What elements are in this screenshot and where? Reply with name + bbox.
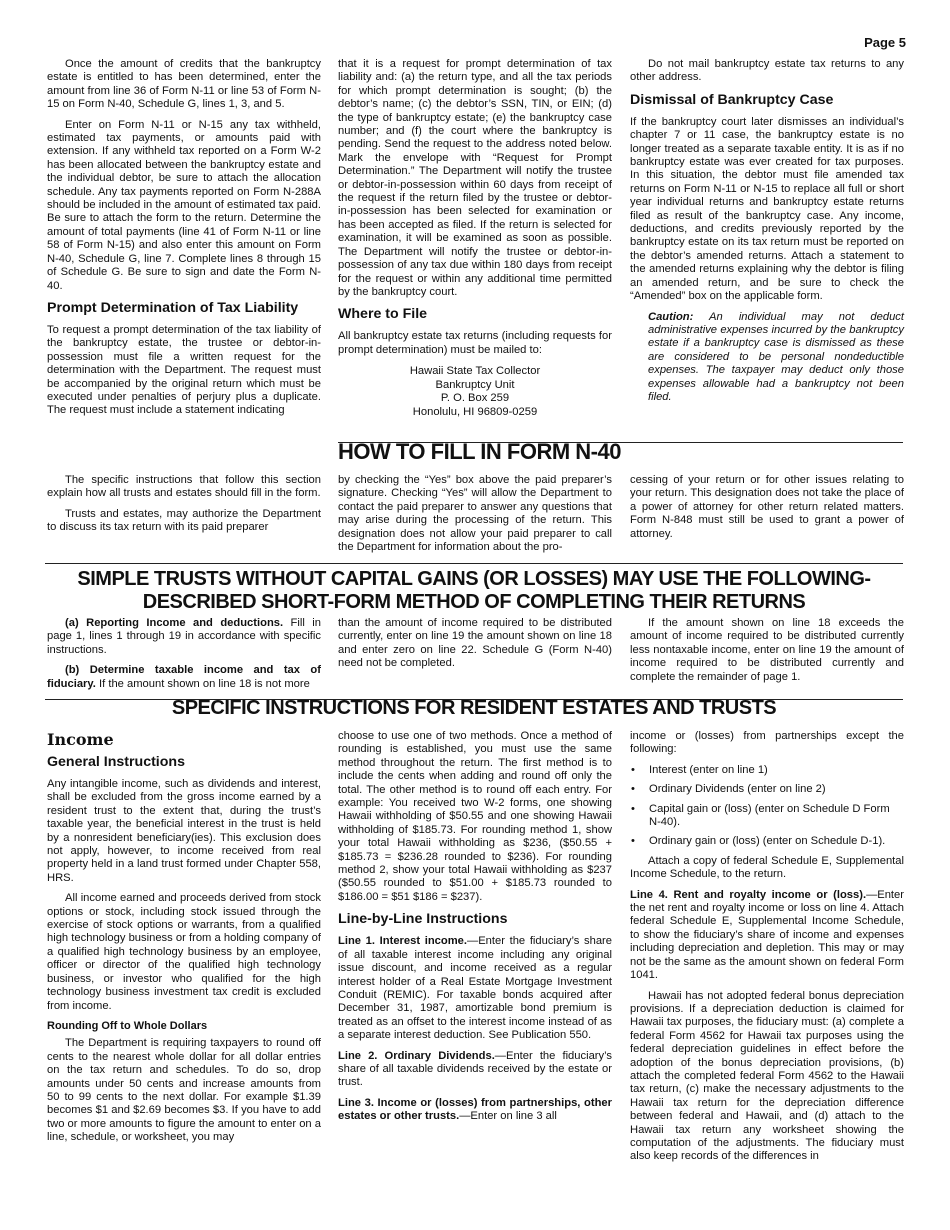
line-label: Line 4. Rent and royalty income or (loss). — [630, 888, 867, 901]
line-text: —Enter the net rent and royalty income or loss on line 4. Attach federal Schedule E, Supplemental Income Schedule, to show the fiduciary’s share of income and expenses including depreciation and depletion. This may or may not be the same as the amount shown on federal Form 1041. — [630, 888, 904, 982]
address-line: Honolulu, HI 96809-0259 — [412, 405, 538, 418]
paragraph: Do not mail bankruptcy estate tax returns to any other address. — [630, 58, 904, 84]
paragraph: If the bankruptcy court later dismisses an individual’s chapter 7 or 11 case, the bankruptcy estate is no longer treated as a separate taxable entity. It is as if no bankruptcy estate was ever created for tax purposes. In this situation, the debtor must file amended tax returns on Form N-11 or N-15 to replace all full or short year individual returns and bankruptcy estate returns filed as result of the bankruptcy case. Any income, deductions, and credits previously reported by the bankruptcy estate on its tax return must be reported on the debtor’s amended returns. Attach a statement to the amended returns explaining why the debtor is filing an amended return, and be sure to check the “Amended” box on the applicable form. — [630, 115, 904, 303]
mailing-address — [338, 365, 612, 419]
paragraph: To request a prompt determination of the tax liability of the bankruptcy estate, the trustee or debtor-in-possession must file a written request for the determination with the Department. The request must be accompanied by the original return which must be executed under penalties of perjury plus a duplicate. The request must include a statement indicating — [47, 323, 321, 417]
caution-label: Caution: — [648, 310, 694, 323]
simple-column-3 — [630, 617, 904, 691]
paragraph: Hawaii has not adopted federal bonus depreciation provisions. If a depreciation deduction is claimed for Hawaii tax purposes, the fiduciary must: (a) complete a federal Form 4562 for Hawaii tax purposes using the federal depreciation guidelines in effect before the adoption of the bonus depreciation provisions, (b) attach the completed federal Form 4562 to the Hawaii tax return, (c) make the necessary adjustments to the Hawaii tax return for the depreciation difference between federal and Hawaii, and (d) attach to the Hawaii tax return any worksheet showing the computation of the adjustments. The fiduciary must also keep records of the differences in — [630, 989, 904, 1163]
heading-specific-instructions: SPECIFIC INSTRUCTIONS FOR RESIDENT ESTATES AND TRUSTS — [171, 697, 777, 719]
paragraph: choose to use one of two methods. Once a method of rounding is established, you must use the same method throughout the return. The first method is to include the cents when adding and round off only the total. The other method is to round off each entry. For example: You received two W-2 forms, one showing Hawaii withholding of $50.55 and one showing Hawaii withholding of $185.73. For rounding method 1, show your total Hawaii withholding as $236, ($50.55 + $185.73 = $236.28 rounded to $236). For rounding method 2, show your total Hawaii withholding as $237 ($50.55 rounded to $51.00 + $185.73 rounded to $186.00 = $51 $186 = $237). — [338, 730, 612, 903]
caution-note — [648, 311, 904, 405]
top-column-3 — [630, 58, 904, 411]
heading-line-by-line: Line-by-Line Instructions — [338, 911, 508, 928]
n40-column-1 — [47, 474, 321, 542]
heading-prompt-determination: Prompt Determination of Tax Liability — [47, 299, 299, 316]
specific-column-1 — [47, 730, 321, 1152]
paragraph: that it is a request for prompt determination of tax liability and: (a) the return type, and all the tax periods for which prompt determination is sought; (b) the debtor’s name; (c) the debtor’s SSN, TIN, or EIN; (d) the type of bankruptcy estate; (e) the bankruptcy case number; and (f) the court where the bankruptcy is pending. Send the request to the address noted below. Mark the envelope with “Request for Prompt Determination.” The Department will notify the trustee or debtor-in-possession within 60 days from receipt of the request if the return filed by the trustee or debtor-in-possession has been selected for examination or has been accepted as filed. If the return is selected for examination, it will be examined as soon as possible. The Department will notify the trustee or debtor-in-possession of any tax due within 180 days from receipt for the request or within any additional time permitted by the bankruptcy court. — [338, 58, 612, 298]
list-item: • Ordinary gain or (loss) (enter on Schedule D-1). — [630, 835, 904, 848]
list-item: • Ordinary Dividends (enter on line 2) — [630, 783, 904, 796]
top-column-2 — [338, 58, 612, 419]
item-text: If the amount shown on line 18 is not more — [95, 677, 310, 690]
paragraph: Once the amount of credits that the bankruptcy estate is entitled to has been determined, enter the amount from line 36 of Form N-11 or line 53 of Form N-15 on Form N-40, Schedule G, lines 1, 3, and 5. — [47, 58, 321, 111]
heading-income: Income — [47, 730, 114, 749]
specific-column-3 — [630, 730, 904, 1171]
bullet-list — [630, 764, 904, 849]
line-label: Line 3. Income or (losses) from partnerships, other estates or other trusts. — [338, 1096, 612, 1123]
paragraph: by checking the “Yes” box above the paid preparer’s signature. Checking “Yes” will allow the Department to contact the paid preparer to answer any questions that may arise during the processing of the return. This designation does not allow your paid preparer to call the Department for information about the pro- — [338, 474, 612, 554]
heading-simple-trusts — [45, 568, 903, 614]
line-label: Line 1. Interest income. — [338, 935, 468, 948]
n40-column-2 — [338, 474, 612, 561]
specific-column-2 — [338, 730, 612, 1131]
item-label: (a) Reporting Income and deductions. — [65, 617, 284, 629]
simple-column-2 — [338, 617, 612, 678]
page-number: Page 5 — [864, 35, 906, 50]
heading-dismissal: Dismissal of Bankruptcy Case — [630, 91, 834, 108]
paragraph — [338, 935, 612, 1042]
paragraph — [338, 1050, 612, 1090]
list-item: • Interest (enter on line 1) — [630, 764, 904, 777]
paragraph — [630, 889, 904, 983]
top-column-1 — [47, 58, 321, 425]
line-text: —Enter the fiduciary’s share of all taxable interest income including any original issue discount, and income received as a regular interest holder of a Real Estate Mortgage Investment Conduit (REMIC). For taxable bonds acquired after December 31, 1987, amortizable bond premium is treated as an offset to the interest income instead of as a separate interest deduction. See Publication 550. — [338, 935, 613, 1042]
line-label: Line 2. Ordinary Dividends. — [338, 1049, 495, 1062]
paragraph: Trusts and estates, may authorize the Department to discuss its tax return with its paid preparer — [47, 507, 321, 534]
heading-where-to-file: Where to File — [338, 306, 428, 323]
paragraph: than the amount of income required to be distributed currently, enter on line 19 the amount shown on line 18 and enter zero on line 22. Schedule G (Form N-40) need not be completed. — [338, 617, 612, 670]
address-line: Hawaii State Tax Collector — [409, 365, 541, 378]
divider — [45, 563, 903, 564]
list-item: • Capital gain or (loss) (enter on Schedule D Form N-40). — [630, 803, 904, 830]
address-line: Bankruptcy Unit — [435, 378, 515, 391]
simple-column-1 — [47, 617, 321, 698]
n40-column-3 — [630, 474, 904, 548]
caution-text: An individual may not deduct administrative expenses incurred by the bankruptcy estate if a bankruptcy case is dismissed as these are considered to be personal nondeductible expenses. The taxpayer may deduct only those expenses allowable had a bankruptcy not been filed. — [648, 310, 904, 403]
paragraph: All bankruptcy estate tax returns (including requests for prompt determination) must be mailed to: — [338, 330, 612, 356]
heading-rounding: Rounding Off to Whole Dollars — [47, 1019, 208, 1032]
address-line: P. O. Box 259 — [440, 392, 510, 405]
paragraph: cessing of your return or for other issues relating to your return. This designation does not take the place of a power of attorney for other return related matters. Form N-848 must still be used to grant a power of attorney. — [630, 474, 904, 540]
heading-general-instructions: General Instructions — [47, 754, 185, 770]
line-text: —Enter the fiduciary’s share of all taxable dividends received by the estate or trust. — [338, 1049, 612, 1089]
paragraph: The specific instructions that follow this section explain how all trusts and estates should fill in the form. — [47, 474, 321, 500]
item-text: Fill in page 1, lines 1 through 19 in accordance with specific instructions. — [47, 617, 321, 656]
paragraph — [338, 1097, 612, 1124]
paragraph: Any intangible income, such as dividends and interest, shall be excluded from the gross income earned by a resident trust to the extent that, during the trust’s taxable year, the beneficial interest in the trust is held by a nonresident beneficiary(ies). This exclusion does not apply, however, to income received from real property held in a land trust formed under Chapter 558, HRS. — [47, 778, 321, 884]
paragraph: All income earned and proceeds derived from stock options or stock, including stock issued through the exercise of stock options or warrants, from a qualified high technology business or from a holding company of a qualified high technology business by an employee, officer or director of the qualified high technology business, or investor who qualified for the high technology business investment tax credit is excluded from income. — [47, 892, 321, 1012]
paragraph: Attach a copy of federal Schedule E, Supplemental Income Schedule, to the return. — [630, 854, 904, 881]
paragraph: Enter on Form N-11 or N-15 any tax withheld, estimated tax payments, or amounts paid with extension. If any withheld tax reported on a Form W-2 has been allocated between the bankruptcy estate and the individual debtor, be sure to attach the allocation schedule. Any tax payments reported on Form N-288A should be included in the amount of estimated tax paid. Be sure to attach the form to the return. Determine the amount of total payments (line 41 of Form N-11 or line 58 of Form N-15) and also enter this amount on Form N-40, Schedule G, line 7. Complete lines 8 through 15 of Schedule G. Be sure to sign and date the Form N-40. — [47, 118, 321, 292]
paragraph: The Department is requiring taxpayers to round off cents to the nearest whole dollar for all dollar entries on the tax return and schedules. To do so, drop amounts under 50 cents and increase amounts from 50 to 99 cents to the next dollar. For example $1.39 becomes $1 and $2.69 becomes $3. If you have to add two or more amounts to figure the amount to enter on a line, schedule, or worksheet, you may — [47, 1037, 321, 1144]
item-label: (b) Determine taxable income and tax of fiduciary. — [47, 664, 321, 690]
line-text: —Enter on line 3 all — [459, 1110, 557, 1123]
heading-how-to-fill: HOW TO FILL IN FORM N-40 — [338, 439, 621, 464]
heading-line: SIMPLE TRUSTS WITHOUT CAPITAL GAINS (OR LOSSES) MAY USE THE FOLLOWING- — [77, 568, 871, 590]
heading-line: DESCRIBED SHORT-FORM METHOD OF COMPLETING THEIR RETURNS — [142, 591, 806, 613]
paragraph — [47, 617, 321, 657]
paragraph: income or (losses) from partnerships except the following: — [630, 730, 904, 756]
paragraph: If the amount shown on line 18 exceeds the amount of income required to be distributed currently less nontaxable income, enter on line 19 the amount of income required to be distributed currently and complete the remainder of page 1. — [630, 617, 904, 683]
paragraph — [47, 664, 321, 691]
